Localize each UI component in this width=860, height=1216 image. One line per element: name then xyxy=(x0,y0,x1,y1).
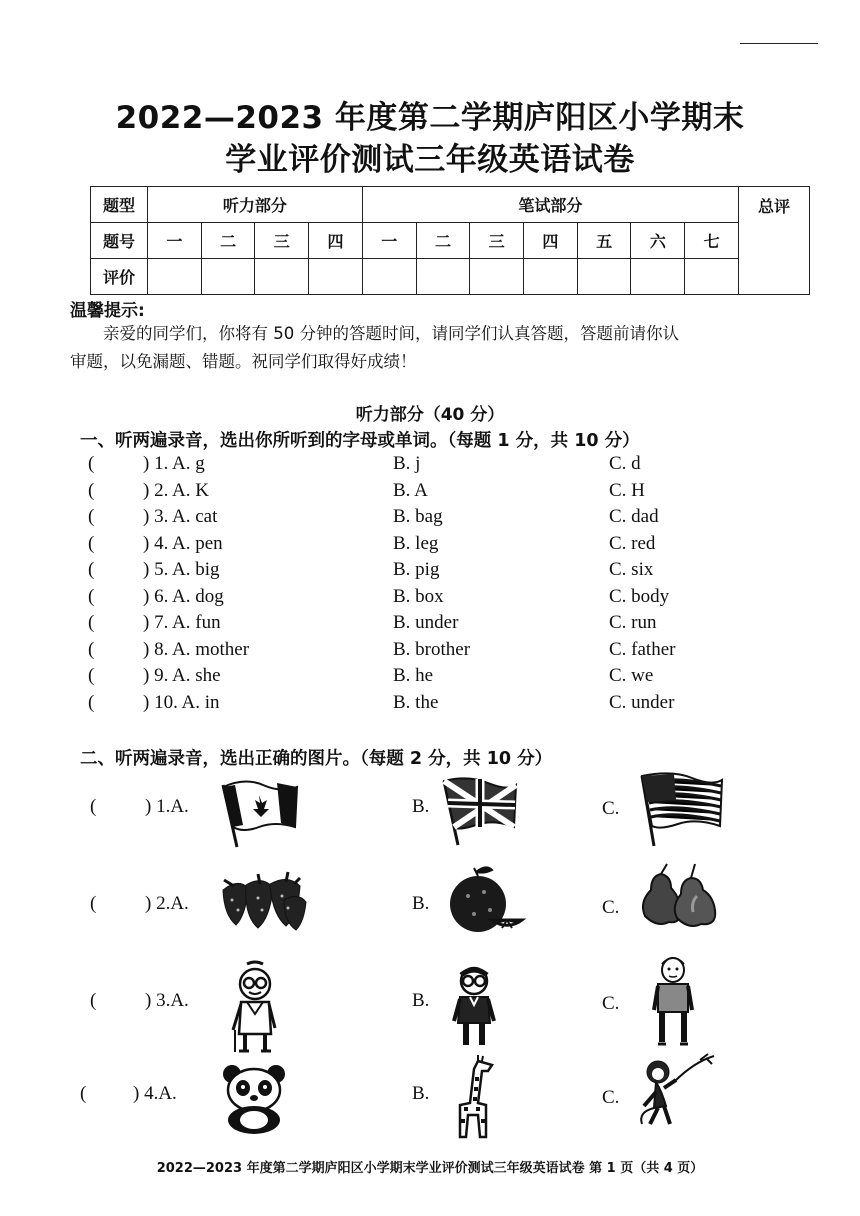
answer-paren-open[interactable]: ( xyxy=(88,638,95,660)
score-total-header: 总评 xyxy=(739,187,810,295)
usa-flag-picture[interactable] xyxy=(636,770,724,850)
picture-question-label: ) 2.A. xyxy=(145,893,189,914)
father-picture[interactable] xyxy=(650,950,696,1050)
question-option-a: ) 3. A. cat xyxy=(143,506,218,527)
answer-paren-open[interactable]: ( xyxy=(88,479,95,501)
score-num: 一 xyxy=(362,223,416,259)
score-num: 三 xyxy=(470,223,524,259)
question-option-c: C. father xyxy=(609,638,676,660)
pears-picture[interactable] xyxy=(637,862,719,930)
answer-paren-open[interactable]: ( xyxy=(90,893,97,914)
score-row-numbers xyxy=(91,223,810,259)
answer-paren-open[interactable]: ( xyxy=(88,665,95,686)
uk-flag-picture[interactable] xyxy=(438,775,518,850)
question-option-c: C. H xyxy=(609,479,645,501)
score-num: 五 xyxy=(577,223,631,259)
score-cell[interactable] xyxy=(416,259,470,295)
page-title-line2: 学业评价测试三年级英语试卷 xyxy=(225,142,635,178)
score-table xyxy=(90,186,810,295)
score-cell[interactable] xyxy=(255,259,309,295)
picture-option-b-label: B. xyxy=(412,796,430,817)
answer-paren-open[interactable]: ( xyxy=(88,612,95,633)
orange-picture[interactable] xyxy=(444,862,524,937)
score-cell[interactable] xyxy=(631,259,685,295)
question-option-c: C. run xyxy=(609,612,657,633)
score-cell[interactable] xyxy=(524,259,578,295)
picture-option-b-label: B. xyxy=(412,893,430,914)
question-option-a: ) 6. A. dog xyxy=(143,585,224,607)
score-cell[interactable] xyxy=(685,259,739,295)
tips-text xyxy=(70,320,815,376)
giraffe-picture[interactable] xyxy=(448,1055,496,1140)
score-num: 二 xyxy=(416,223,470,259)
question-option-c: C. red xyxy=(609,532,656,554)
question-option-a: ) 2. A. K xyxy=(143,479,209,501)
score-num: 三 xyxy=(255,223,309,259)
score-listening-header: 听力部分 xyxy=(148,187,363,223)
score-num: 二 xyxy=(201,223,255,259)
score-cell[interactable] xyxy=(362,259,416,295)
question-option-b: B. A xyxy=(393,479,428,501)
answer-paren-open[interactable]: ( xyxy=(88,691,95,713)
question-option-b: B. bag xyxy=(393,506,443,527)
question-option-b: B. box xyxy=(393,585,444,607)
picture-question-label: ) 1.A. xyxy=(145,796,189,817)
answer-paren-open[interactable]: ( xyxy=(88,453,95,474)
page-title-line1: 2022—2023 年度第二学期庐阳区小学期末 xyxy=(115,100,745,136)
picture-option-b-label: B. xyxy=(412,1083,430,1104)
top-rule xyxy=(740,43,818,44)
question-option-a: ) 9. A. she xyxy=(143,665,221,686)
score-cell[interactable] xyxy=(148,259,202,295)
score-cell[interactable] xyxy=(201,259,255,295)
score-label-number: 题号 xyxy=(91,223,148,259)
score-num: 一 xyxy=(148,223,202,259)
question-option-c: C. we xyxy=(609,665,654,686)
score-writing-header: 笔试部分 xyxy=(362,187,738,223)
answer-paren-open[interactable]: ( xyxy=(88,559,95,580)
score-num: 四 xyxy=(309,223,363,259)
question-option-a: ) 5. A. big xyxy=(143,559,220,580)
question-option-a: ) 8. A. mother xyxy=(143,638,250,660)
monkey-picture[interactable] xyxy=(634,1052,718,1128)
grandmother-picture[interactable] xyxy=(227,958,283,1054)
question-option-b: B. pig xyxy=(393,559,440,580)
picture-option-b-label: B. xyxy=(412,990,430,1011)
question-option-c: C. six xyxy=(609,559,654,580)
question-option-b: B. leg xyxy=(393,532,439,554)
score-row-eval xyxy=(91,259,810,295)
answer-paren-open[interactable]: ( xyxy=(80,1083,87,1104)
question-option-a: ) 4. A. pen xyxy=(143,532,223,554)
score-num: 四 xyxy=(524,223,578,259)
answer-paren-open[interactable]: ( xyxy=(90,990,97,1011)
panda-picture[interactable] xyxy=(218,1062,290,1134)
question-option-c: C. dad xyxy=(609,506,659,527)
question-option-b: B. he xyxy=(393,665,434,686)
question-option-c: C. body xyxy=(609,585,670,607)
canada-flag-picture[interactable] xyxy=(215,775,300,850)
picture-question-label: ) 3.A. xyxy=(145,990,189,1011)
answer-paren-open[interactable]: ( xyxy=(88,532,95,554)
picture-option-c-label: C. xyxy=(602,798,620,819)
answer-paren-open[interactable]: ( xyxy=(88,506,95,527)
part2-heading: 二、听两遍录音，选出正确的图片。（每题 2 分，共 10 分） xyxy=(80,749,553,769)
question-option-a: ) 7. A. fun xyxy=(143,612,221,633)
score-num: 七 xyxy=(685,223,739,259)
score-cell[interactable] xyxy=(577,259,631,295)
part1-heading: 一、听两遍录音，选出你所听到的字母或单词。（每题 1 分，共 10 分） xyxy=(80,431,640,451)
score-row-type xyxy=(91,187,810,223)
score-cell[interactable] xyxy=(470,259,524,295)
score-label-eval: 评价 xyxy=(91,259,148,295)
question-option-b: B. the xyxy=(393,691,439,713)
answer-paren-open[interactable]: ( xyxy=(88,585,95,607)
picture-option-c-label: C. xyxy=(602,897,620,918)
grandfather-picture[interactable] xyxy=(448,963,500,1049)
tips-heading: 温馨提示: xyxy=(70,301,145,321)
score-label-type: 题型 xyxy=(91,187,148,223)
answer-paren-open[interactable]: ( xyxy=(90,796,97,817)
page-footer: 2022—2023 年度第二学期庐阳区小学期末学业评价测试三年级英语试卷 第 1 页（共 4 页） xyxy=(156,1161,704,1176)
score-num: 六 xyxy=(631,223,685,259)
question-option-b: B. j xyxy=(393,453,421,474)
tips-line1: 亲爱的同学们，你将有 50 分钟的答题时间，请同学们认真答题，答题前请你认 xyxy=(103,324,679,343)
picture-question-label: ) 4.A. xyxy=(133,1083,177,1104)
question-option-a: ) 10. A. in xyxy=(143,691,220,713)
picture-option-c-label: C. xyxy=(602,1087,620,1108)
picture-option-c-label: C. xyxy=(602,993,620,1014)
strawberries-picture[interactable] xyxy=(218,870,308,935)
question-option-c: C. d xyxy=(609,453,641,474)
question-option-a: ) 1. A. g xyxy=(143,453,205,474)
question-option-b: B. brother xyxy=(393,638,471,660)
score-cell[interactable] xyxy=(309,259,363,295)
question-option-b: B. under xyxy=(393,612,459,633)
listening-title: 听力部分（40 分） xyxy=(355,405,505,425)
tips-line2: 审题，以免漏题、错题。祝同学们取得好成绩！ xyxy=(70,352,417,371)
question-option-c: C. under xyxy=(609,691,675,713)
